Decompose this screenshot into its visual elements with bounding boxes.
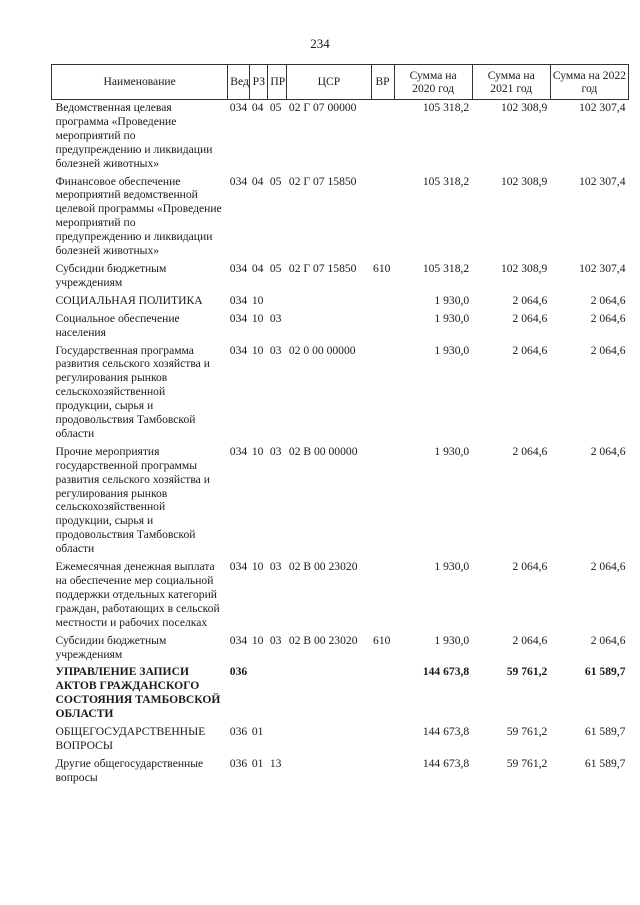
cell-ved: 034: [229, 101, 248, 114]
cell-sum-2022: 102 307,4: [579, 101, 626, 114]
header-ved: Вед: [228, 65, 250, 100]
table-body: [52, 100, 629, 788]
cell-sum-2021: 2 064,6: [512, 311, 548, 325]
cell-pr: 05: [269, 261, 282, 275]
cell-vr: [371, 756, 394, 788]
cell-ved: 034: [229, 444, 248, 458]
cell-vr: [371, 311, 394, 343]
cell-csr: [287, 311, 371, 343]
cell-sum-2022: 2 064,6: [590, 633, 626, 647]
cell-csr: [287, 664, 371, 724]
cell-sum-2022: 2 064,6: [590, 343, 626, 357]
cell-sum-2021: 59 761,2: [506, 756, 548, 770]
cell-rz: 10: [251, 444, 264, 458]
cell-csr: [287, 724, 371, 756]
cell-sum-2021: 102 308,9: [500, 174, 548, 188]
cell-rz: 04: [251, 101, 264, 114]
table-row: [52, 559, 629, 633]
cell-csr: 02 В 00 00000: [288, 444, 358, 458]
header-sum-2020: Сумма на 2020 год: [394, 65, 472, 100]
table-row: [52, 343, 629, 444]
cell-rz: 01: [251, 725, 264, 739]
cell-rz: 10: [251, 311, 264, 325]
cell-vr: [371, 664, 394, 724]
cell-rz: 04: [251, 261, 264, 275]
cell-vr: [371, 100, 394, 174]
cell-sum-2020: 1 930,0: [434, 444, 470, 458]
cell-pr: 03: [269, 343, 282, 357]
cell-sum-2020: 105 318,2: [422, 101, 470, 114]
cell-sum-2022: 102 307,4: [579, 174, 626, 188]
table-row: [52, 174, 629, 261]
cell-rz: 10: [251, 633, 264, 647]
cell-rz: 10: [251, 343, 264, 357]
cell-vr: [371, 724, 394, 756]
header-sum-2022: Сумма на 2022 год: [550, 65, 628, 100]
cell-sum-2020: 105 318,2: [422, 261, 470, 275]
cell-vr: [371, 174, 394, 261]
cell-pr: 03: [269, 633, 282, 647]
cell-sum-2020: 1 930,0: [434, 560, 470, 574]
table-row: [52, 724, 629, 756]
table-row: [52, 293, 629, 311]
cell-sum-2022: 61 589,7: [584, 725, 626, 739]
cell-name: Ведомственная целевая программа «Проведение мероприятий по предупреждению и ликвидации болезней животных»: [55, 101, 213, 170]
cell-sum-2022: 2 064,6: [590, 560, 626, 574]
cell-csr: 02 0 00 00000: [288, 343, 356, 357]
cell-sum-2020: 144 673,8: [422, 756, 470, 770]
cell-ved: 034: [229, 293, 248, 307]
cell-sum-2021: 59 761,2: [506, 725, 548, 739]
table-row: [52, 664, 629, 724]
cell-sum-2022: 61 589,7: [584, 665, 626, 679]
cell-sum-2021: 2 064,6: [512, 293, 548, 307]
cell-sum-2020: 1 930,0: [434, 293, 470, 307]
table-row: [52, 444, 629, 559]
cell-sum-2020: 105 318,2: [422, 174, 470, 188]
cell-sum-2020: 144 673,8: [422, 665, 470, 679]
cell-csr: 02 Г 07 15850: [288, 174, 357, 188]
cell-vr: [371, 559, 394, 633]
page-number: 234: [310, 36, 330, 51]
cell-rz: 10: [251, 293, 264, 307]
header-pr: ПР: [268, 65, 287, 100]
cell-name: Другие общегосударственные вопросы: [55, 756, 204, 784]
table-row: [52, 100, 629, 174]
header-name: Наименование: [52, 65, 228, 100]
table-row: [52, 633, 629, 665]
cell-ved: 036: [229, 756, 248, 770]
cell-vr: [371, 343, 394, 444]
cell-name: Субсидии бюджетным учреждениям: [55, 261, 167, 289]
cell-sum-2020: 1 930,0: [434, 311, 470, 325]
header-rz: РЗ: [250, 65, 268, 100]
cell-sum-2021: 102 308,9: [500, 261, 548, 275]
header-vr: ВР: [371, 65, 394, 100]
cell-csr: [287, 293, 371, 311]
cell-pr: 03: [269, 311, 282, 325]
cell-rz: 04: [251, 174, 264, 188]
cell-rz: 01: [251, 756, 264, 770]
cell-ved: 034: [229, 343, 248, 357]
cell-sum-2021: 2 064,6: [512, 560, 548, 574]
cell-sum-2022: 102 307,4: [579, 261, 626, 275]
table-row: [52, 261, 629, 293]
cell-ved: 034: [229, 560, 248, 574]
cell-vr: [371, 444, 394, 559]
cell-pr: 03: [269, 560, 282, 574]
cell-name: Ежемесячная денежная выплата на обеспечение мер социальной поддержки отдельных категорий граждан, работающих в сельской местности и рабочих поселках: [55, 560, 220, 629]
cell-name: Прочие мероприятия государственной программы развития сельского хозяйства и регулирования рынков сельскохозяйственной продукции, сырья и продовольствия Тамбовской области: [55, 444, 210, 556]
cell-pr: [268, 293, 287, 311]
cell-sum-2021: 59 761,2: [506, 665, 548, 679]
cell-sum-2021: 2 064,6: [512, 343, 548, 357]
cell-vr: 610: [373, 261, 391, 275]
cell-pr: [268, 724, 287, 756]
cell-vr: [371, 293, 394, 311]
cell-name: Социальное обеспечение населения: [55, 311, 180, 339]
cell-csr: 02 В 00 23020: [288, 633, 358, 647]
cell-ved: 036: [229, 725, 248, 739]
cell-sum-2022: 2 064,6: [590, 293, 626, 307]
cell-ved: 036: [229, 665, 248, 679]
cell-csr: 02 Г 07 00000: [288, 101, 357, 114]
cell-rz: 10: [251, 560, 264, 574]
cell-csr: 02 Г 07 15850: [288, 261, 357, 275]
cell-name: Государственная программа развития сельского хозяйства и регулирования рынков сельскохозяйственной продукции, сырья и продовольствия Тамбовской области: [55, 343, 210, 440]
cell-pr: [268, 664, 287, 724]
cell-csr: [287, 756, 371, 788]
cell-name: СОЦИАЛЬНАЯ ПОЛИТИКА: [55, 293, 203, 307]
table-row: [52, 311, 629, 343]
budget-table: [51, 64, 629, 788]
cell-name: Финансовое обеспечение мероприятий ведомственной целевой программы «Проведение мероприятий по предупреждению и ликвидации болезней животных»: [55, 174, 222, 258]
cell-sum-2021: 2 064,6: [512, 444, 548, 458]
cell-pr: 05: [269, 101, 282, 114]
header-sum-2021: Сумма на 2021 год: [472, 65, 550, 100]
cell-pr: 03: [269, 444, 282, 458]
cell-sum-2021: 2 064,6: [512, 633, 548, 647]
cell-ved: 034: [229, 633, 248, 647]
table-header-row: [52, 65, 629, 100]
cell-csr: 02 В 00 23020: [288, 560, 358, 574]
cell-sum-2020: 1 930,0: [434, 343, 470, 357]
cell-rz: [250, 664, 268, 724]
cell-vr: 610: [373, 633, 391, 647]
cell-name: УПРАВЛЕНИЕ ЗАПИСИ АКТОВ ГРАЖДАНСКОГО СОСТОЯНИЯ ТАМБОВСКОЙ ОБЛАСТИ: [55, 665, 221, 721]
cell-sum-2020: 144 673,8: [422, 725, 470, 739]
cell-sum-2022: 2 064,6: [590, 311, 626, 325]
cell-name: ОБЩЕГОСУДАРСТВЕННЫЕ ВОПРОСЫ: [55, 725, 206, 752]
cell-sum-2022: 2 064,6: [590, 444, 626, 458]
cell-sum-2021: 102 308,9: [500, 101, 548, 114]
cell-ved: 034: [229, 174, 248, 188]
cell-pr: 05: [269, 174, 282, 188]
cell-sum-2020: 1 930,0: [434, 633, 470, 647]
cell-sum-2022: 61 589,7: [584, 756, 626, 770]
cell-pr: 13: [269, 756, 282, 770]
table-row: [52, 756, 629, 788]
header-csr: ЦСР: [287, 65, 371, 100]
cell-name: Субсидии бюджетным учреждениям: [55, 633, 167, 661]
cell-ved: 034: [229, 311, 248, 325]
cell-ved: 034: [229, 261, 248, 275]
